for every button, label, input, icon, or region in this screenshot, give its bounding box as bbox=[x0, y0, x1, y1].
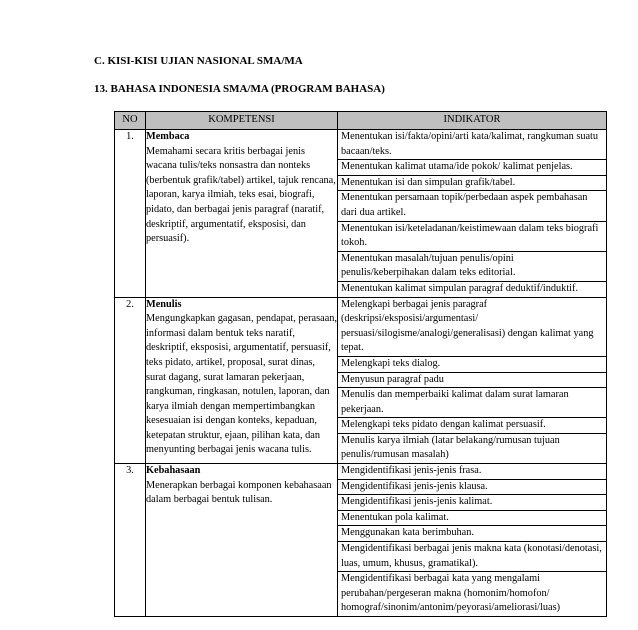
indikator-item: Mengidentifikasi jenis-jenis klausa. bbox=[338, 480, 606, 496]
indikator-item: Mengidentifikasi berbagai kata yang mengalami perubahan/pergeseran makna (homonim/homofon/ homograf/sinonim/antonim/peyorasi/ameliorasi/luas) bbox=[341, 573, 561, 614]
kisi-kisi-table bbox=[114, 111, 607, 617]
indikator-item: Melengkapi berbagai jenis paragraf (deskripsi/eksposisi/argumentasi/ persuasi/silogisme/analogi/generalisasi) dengan kalimat yang tepat. bbox=[338, 298, 606, 357]
header-no: NO bbox=[115, 112, 146, 130]
indikator-cell bbox=[338, 130, 607, 298]
table-row bbox=[115, 130, 607, 298]
kompetensi-title: Kebahasaan bbox=[146, 465, 201, 477]
table-row bbox=[115, 297, 607, 464]
kompetensi-title: Membaca bbox=[146, 131, 190, 142]
indikator-item: Menentukan persamaan topik/perbedaan aspek pembahasan dari dua artikel. bbox=[338, 191, 606, 221]
row-number: 3. bbox=[115, 464, 146, 617]
kompetensi-desc: Mengungkapkan gagasan, pendapat, perasaan, informasi dalam bentuk teks naratif, deskriptif, eksposisi, argumentatif, persuasif, teks pidato, artikel, proposal, surat dinas, surat dagang, surat lamaran pekerjaan, rangkuman, ringkasan, notulen, laporan, dan karya ilmiah dengan mempertimbangkan kesesuaian isi dengan konteks, kepaduan, ketepatan struktur, ejaan, pilihan kata, dan menyunting berbagai jenis wacana tulis. bbox=[146, 313, 337, 456]
indikator-item: Menulis dan memperbaiki kalimat dalam surat lamaran pekerjaan. bbox=[338, 388, 606, 418]
indikator-item: Menentukan kalimat utama/ide pokok/ kalimat penjelas. bbox=[338, 160, 606, 176]
kompetensi-title: Menulis bbox=[146, 298, 182, 310]
indikator-item: Menulis karya ilmiah (latar belakang/rumusan tujuan penulis/rumusan masalah) bbox=[341, 434, 560, 461]
indikator-item: Menggunakan kata berimbuhan. bbox=[338, 526, 606, 542]
section-heading: C. KISI-KISI UJIAN NASIONAL SMA/MA bbox=[94, 55, 303, 67]
indikator-item: Melengkapi teks pidato dengan kalimat persuasif. bbox=[338, 418, 606, 434]
indikator-item: Menentukan kalimat simpulan paragraf deduktif/induktif. bbox=[341, 282, 579, 294]
indikator-item: Melengkapi teks dialog. bbox=[338, 357, 606, 373]
header-kompetensi: KOMPETENSI bbox=[146, 112, 338, 130]
indikator-item: Mengidentifikasi jenis-jenis kalimat. bbox=[338, 495, 606, 511]
indikator-item: Mengidentifikasi berbagai jenis makna kata (konotasi/denotasi, luas, umum, khusus, gramatikal). bbox=[338, 542, 606, 572]
row-number: 2. bbox=[115, 297, 146, 464]
indikator-item: Mengidentifikasi jenis-jenis frasa. bbox=[338, 464, 606, 480]
indikator-cell bbox=[338, 464, 607, 617]
indikator-item: Menentukan masalah/tujuan penulis/opini penulis/keberpihakan dalam teks editorial. bbox=[338, 252, 606, 282]
indikator-item: Menentukan pola kalimat. bbox=[338, 511, 606, 527]
indikator-item: Menentukan isi/keteladanan/keistimewaan dalam teks biografi tokoh. bbox=[338, 222, 606, 252]
kompetensi-desc: Memahami secara kritis berbagai jenis wacana tulis/teks nonsastra dan nonteks (berbentuk grafik/tabel) artikel, tajuk rencana, laporan, karya ilmiah, teks esai, biografi, pidato, dan berbagai jenis paragraf (naratif, deskriptif, argumentatif, eksposisi, dan persuasif). bbox=[146, 145, 336, 245]
table-row bbox=[115, 464, 607, 617]
indikator-cell bbox=[338, 297, 607, 464]
table-header-row bbox=[115, 112, 607, 130]
indikator-item: Menentukan isi dan simpulan grafik/tabel. bbox=[338, 176, 606, 192]
indikator-item: Menyusun paragraf padu bbox=[338, 373, 606, 389]
subject-heading: 13. BAHASA INDONESIA SMA/MA (PROGRAM BAHASA) bbox=[94, 83, 385, 95]
kompetensi-desc: Menerapkan berbagai komponen kebahasaan dalam berbagai bentuk tulisan. bbox=[146, 479, 332, 506]
row-number: 1. bbox=[115, 130, 146, 298]
header-indikator: INDIKATOR bbox=[338, 112, 607, 130]
kompetensi-cell bbox=[146, 130, 338, 298]
kompetensi-cell bbox=[146, 464, 338, 617]
indikator-item: Menentukan isi/fakta/opini/arti kata/kalimat, rangkuman suatu bacaan/teks. bbox=[338, 130, 606, 160]
kompetensi-cell bbox=[146, 297, 338, 464]
